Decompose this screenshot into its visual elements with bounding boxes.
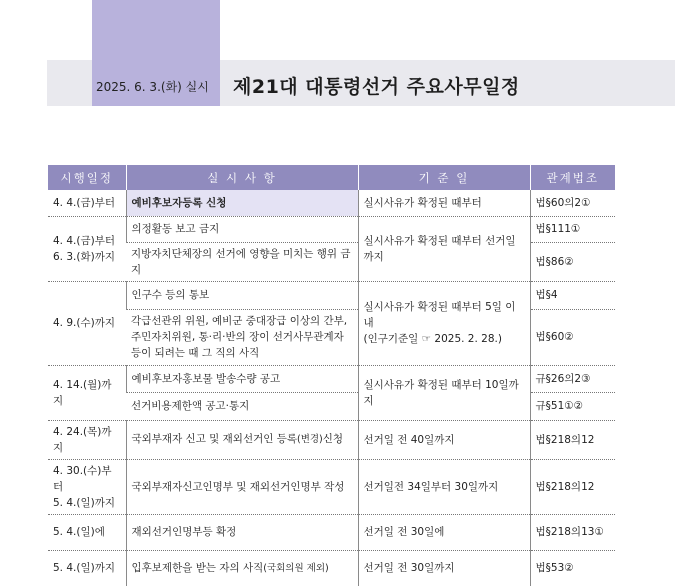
schedule-item: 예비후보자등록 신청 [126,190,358,216]
col-header-date: 시행일정 [48,165,126,190]
schedule-item: 선거비용제한액 공고·통지 [126,392,358,420]
schedule-basis: 선거일 전 30일에 [358,514,530,550]
schedule-table [48,165,615,586]
schedule-basis: 선거일전 34일부터 30일까지 [358,459,530,514]
schedule-basis: 선거일 전 40일까지 [358,420,530,459]
table-row [48,420,615,459]
table-row [48,365,615,392]
schedule-law: 법§218의13① [530,514,615,550]
schedule-item: 재외선거인명부등 확정 [126,514,358,550]
schedule-date: 4. 14.(월)까지 [48,365,126,420]
col-header-item: 실 시 사 항 [126,165,358,190]
schedule-basis: 실시사유가 확정된 때부터 선거일까지 [358,216,530,281]
table-row [48,216,615,242]
schedule-law: 법§111① [530,216,615,242]
schedule-item: 입후보제한을 받는 자의 사직(국회의원 제외) [126,550,358,586]
schedule-basis: 실시사유가 확정된 때부터 10일까지 [358,365,530,420]
schedule-basis: 실시사유가 확정된 때부터 [358,190,530,216]
page-title: 제21대 대통령선거 주요사무일정 [233,76,520,98]
table-row [48,459,615,514]
table-header-row [48,165,615,190]
schedule-date: 5. 4.(일)까지 [48,550,126,586]
schedule-basis: 선거일 전 30일까지 [358,550,530,586]
schedule-date: 4. 4.(금)부터 [53,196,115,209]
table-row [48,309,615,365]
schedule-law: 법§86② [530,242,615,281]
election-date: 2025. 6. 3.(화) 실시 [96,80,209,94]
schedule-law: 법§218의12 [530,420,615,459]
schedule-item: 의정활동 보고 금지 [126,216,358,242]
schedule-date: 4. 9.(수)까지 [48,281,126,365]
schedule-law: 규§51①② [530,392,615,420]
schedule-item: 예비후보자홍보물 발송수량 공고 [126,365,358,392]
schedule-basis: 실시사유가 확정된 때부터 5일 이내 (인구기준일 ☞ 2025. 2. 28.) [358,281,530,365]
schedule-item: 국외부재자 신고 및 재외선거인 등록(변경)신청 [126,420,358,459]
schedule-item: 국외부재자신고인명부 및 재외선거인명부 작성 [126,459,358,514]
schedule-law: 법§4 [530,281,615,309]
schedule-item: 인구수 등의 통보 [126,281,358,309]
table-row [48,550,615,586]
table-row [48,190,615,216]
schedule-date: 5. 4.(일)에 [48,514,126,550]
table-row [48,392,615,420]
schedule-date: 4. 30.(수)부터 5. 4.(일)까지 [48,459,126,514]
schedule-item: 지방자치단체장의 선거에 영향을 미치는 행위 금지 [126,242,358,281]
schedule-date: 4. 4.(금)부터 6. 3.(화)까지 [48,216,126,281]
schedule-law: 법§53② [530,550,615,586]
col-header-basis: 기 준 일 [358,165,530,190]
schedule-law: 법§60의2① [530,190,615,216]
table-row [48,514,615,550]
col-header-law: 관계법조 [530,165,615,190]
schedule-date: 4. 24.(목)까지 [48,420,126,459]
table-row [48,242,615,281]
schedule-law: 규§26의2③ [530,365,615,392]
schedule-item: 각급선관위 위원, 예비군 중대장급 이상의 간부, 주민자치위원, 통·리·반의 장이 선거사무관계자 등이 되려는 때 그 직의 사직 [126,309,358,365]
schedule-law: 법§218의12 [530,459,615,514]
table-row [48,281,615,309]
schedule-law: 법§60② [530,309,615,365]
